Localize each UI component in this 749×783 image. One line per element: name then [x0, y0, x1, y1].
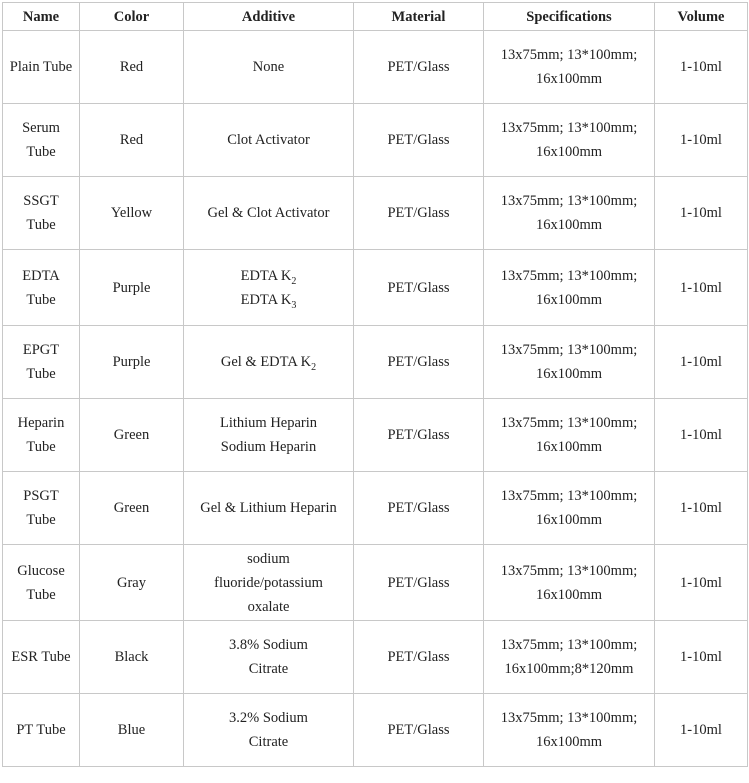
- cell-text: 13x75mm; 13*100mm;: [500, 342, 638, 358]
- cell-line: [187, 435, 350, 459]
- cell-line: [487, 730, 651, 754]
- subscript: 2: [291, 275, 297, 287]
- cell-line: [83, 423, 180, 447]
- cell-color: [80, 694, 184, 767]
- cell-line: [487, 189, 651, 213]
- cell-volume: [655, 621, 748, 694]
- header-row: [3, 3, 748, 31]
- cell-text: Tube: [26, 144, 56, 160]
- cell-line: [187, 55, 350, 79]
- cell-color: [80, 326, 184, 399]
- cell-name: [3, 177, 80, 250]
- cell-name: [3, 621, 80, 694]
- cell-line: [487, 140, 651, 164]
- cell-text: Tube: [26, 366, 56, 382]
- cell-text: 1-10ml: [680, 427, 722, 443]
- cell-line: [6, 55, 76, 79]
- cell-line: [6, 140, 76, 164]
- cell-line: [357, 276, 480, 300]
- cell-text: EPGT: [22, 342, 60, 358]
- cell-text: 16x100mm: [535, 291, 603, 308]
- cell-text: 13x75mm; 13*100mm;: [500, 637, 638, 653]
- cell-line: [83, 276, 180, 300]
- cell-name: [3, 399, 80, 472]
- cell-text: Gel & EDTA K: [220, 354, 312, 370]
- cell-text: EDTA K: [240, 267, 292, 284]
- cell-line: [187, 706, 350, 730]
- table-body: [3, 31, 748, 767]
- cell-material: [354, 326, 484, 399]
- cell-name: [3, 694, 80, 767]
- cell-text: Yellow: [110, 205, 153, 221]
- cell-line: [487, 484, 651, 508]
- cell-color: [80, 250, 184, 326]
- cell-volume: [655, 472, 748, 545]
- cell-line: [187, 571, 350, 595]
- cell-additive: [184, 250, 354, 326]
- cell-text: 16x100mm: [535, 144, 603, 160]
- cell-text: PET/Glass: [387, 500, 450, 516]
- cell-line: [187, 128, 350, 152]
- cell-line: [487, 362, 651, 386]
- cell-text: Clot Activator: [227, 132, 310, 148]
- cell-additive: [184, 472, 354, 545]
- cell-text: PET/Glass: [387, 354, 450, 370]
- cell-line: [487, 559, 651, 583]
- cell-line: [357, 128, 480, 152]
- cell-line: [187, 496, 350, 520]
- cell-text: ESR Tube: [11, 649, 71, 665]
- cell-color: [80, 31, 184, 104]
- subscript: 3: [291, 299, 297, 311]
- cell-line: [6, 435, 76, 459]
- cell-name: [3, 545, 80, 621]
- cell-text: 13x75mm; 13*100mm;: [500, 120, 638, 136]
- cell-line: [187, 657, 350, 681]
- cell-line: [487, 583, 651, 607]
- cell-text: 16x100mm: [535, 586, 603, 603]
- cell-line: [357, 201, 480, 225]
- cell-line: [487, 116, 651, 140]
- cell-specifications: [484, 250, 655, 326]
- cell-line: [6, 338, 76, 362]
- cell-text: fluoride/potassium: [214, 574, 323, 591]
- cell-line: [487, 264, 651, 288]
- cell-line: [6, 718, 76, 742]
- cell-volume: [655, 31, 748, 104]
- cell-text: 1-10ml: [680, 279, 722, 296]
- cell-material: [354, 621, 484, 694]
- cell-material: [354, 250, 484, 326]
- cell-additive: [184, 694, 354, 767]
- cell-text: Tube: [26, 512, 56, 528]
- cell-line: [357, 571, 480, 595]
- table-row: [3, 177, 748, 250]
- table-row: [3, 545, 748, 621]
- cell-line: [83, 55, 180, 79]
- cell-text: 16x100mm: [535, 217, 603, 233]
- cell-text: Glucose: [17, 562, 65, 579]
- table-row: [3, 472, 748, 545]
- cell-text: Tube: [26, 291, 56, 308]
- table-row: [3, 250, 748, 326]
- cell-text: Red: [119, 132, 144, 148]
- cell-name: [3, 326, 80, 399]
- cell-line: [357, 423, 480, 447]
- cell-line: [6, 213, 76, 237]
- cell-text: PET/Glass: [387, 574, 450, 591]
- cell-text: Red: [119, 59, 144, 75]
- cell-text: 16x100mm;8*120mm: [504, 661, 634, 677]
- cell-material: [354, 545, 484, 621]
- cell-text: 16x100mm: [535, 71, 603, 87]
- cell-line: [487, 508, 651, 532]
- cell-line: [187, 633, 350, 657]
- cell-volume: [655, 545, 748, 621]
- cell-specifications: [484, 399, 655, 472]
- cell-text: 13x75mm; 13*100mm;: [500, 193, 638, 209]
- header-material: Material: [354, 3, 484, 31]
- cell-line: [6, 116, 76, 140]
- cell-color: [80, 621, 184, 694]
- cell-text: Gel & Lithium Heparin: [200, 500, 337, 516]
- cell-text: 13x75mm; 13*100mm;: [500, 415, 638, 431]
- cell-line: [6, 288, 76, 312]
- cell-line: [357, 645, 480, 669]
- cell-volume: [655, 399, 748, 472]
- cell-specifications: [484, 104, 655, 177]
- cell-text: EDTA K: [240, 291, 292, 308]
- cell-text: 1-10ml: [680, 132, 722, 148]
- cell-name: [3, 104, 80, 177]
- cell-line: [658, 496, 744, 520]
- cell-line: [658, 55, 744, 79]
- cell-text: SSGT: [23, 193, 59, 209]
- cell-line: [487, 213, 651, 237]
- cell-text: Citrate: [248, 661, 289, 677]
- cell-text: PET/Glass: [387, 279, 450, 296]
- cell-additive: [184, 104, 354, 177]
- cell-additive: [184, 31, 354, 104]
- cell-text: 16x100mm: [535, 439, 603, 455]
- cell-color: [80, 472, 184, 545]
- cell-material: [354, 104, 484, 177]
- cell-color: [80, 545, 184, 621]
- cell-line: [487, 706, 651, 730]
- cell-text: 1-10ml: [680, 574, 722, 591]
- cell-line: [658, 276, 744, 300]
- cell-line: [357, 496, 480, 520]
- cell-volume: [655, 326, 748, 399]
- cell-text: 1-10ml: [680, 59, 722, 75]
- cell-line: [658, 645, 744, 669]
- header-color: Color: [80, 3, 184, 31]
- cell-specifications: [484, 472, 655, 545]
- cell-specifications: [484, 177, 655, 250]
- cell-line: [6, 583, 76, 607]
- cell-specifications: [484, 31, 655, 104]
- header-name: Name: [3, 3, 80, 31]
- cell-text: Heparin: [17, 415, 65, 431]
- cell-line: [187, 264, 350, 288]
- cell-line: [6, 559, 76, 583]
- cell-material: [354, 694, 484, 767]
- cell-text: 16x100mm: [535, 734, 603, 750]
- cell-text: Green: [113, 500, 150, 516]
- cell-text: PET/Glass: [387, 722, 450, 738]
- cell-line: [487, 67, 651, 91]
- cell-line: [487, 288, 651, 312]
- cell-text: 16x100mm: [535, 366, 603, 382]
- cell-material: [354, 399, 484, 472]
- cell-line: [658, 718, 744, 742]
- table-row: [3, 31, 748, 104]
- cell-name: [3, 250, 80, 326]
- cell-text: Lithium Heparin: [219, 415, 318, 431]
- cell-text: PET/Glass: [387, 59, 450, 75]
- cell-name: [3, 31, 80, 104]
- cell-text: sodium: [247, 550, 290, 567]
- cell-text: oxalate: [247, 598, 290, 615]
- cell-line: [487, 435, 651, 459]
- cell-additive: [184, 545, 354, 621]
- cell-text: 1-10ml: [680, 500, 722, 516]
- table-row: [3, 621, 748, 694]
- header-additive: Additive: [184, 3, 354, 31]
- cell-specifications: [484, 326, 655, 399]
- cell-text: Serum: [22, 120, 60, 136]
- cell-text: None: [252, 59, 285, 75]
- table-row: [3, 104, 748, 177]
- cell-text: Plain Tube: [9, 59, 73, 75]
- cell-line: [658, 201, 744, 225]
- cell-line: [187, 547, 350, 571]
- cell-text: PET/Glass: [387, 649, 450, 665]
- cell-text: PT Tube: [16, 722, 66, 738]
- cell-line: [6, 508, 76, 532]
- cell-line: [187, 595, 350, 619]
- cell-color: [80, 399, 184, 472]
- cell-material: [354, 31, 484, 104]
- cell-line: [658, 350, 744, 374]
- cell-line: [6, 484, 76, 508]
- subscript: 2: [311, 362, 317, 373]
- cell-line: [487, 411, 651, 435]
- cell-text: 1-10ml: [680, 722, 722, 738]
- cell-line: [658, 571, 744, 595]
- tube-spec-table: [2, 2, 748, 767]
- cell-specifications: [484, 694, 655, 767]
- cell-additive: [184, 399, 354, 472]
- cell-text: 13x75mm; 13*100mm;: [500, 488, 638, 504]
- table-row: [3, 694, 748, 767]
- cell-line: [83, 128, 180, 152]
- cell-line: [357, 350, 480, 374]
- cell-name: [3, 472, 80, 545]
- cell-text: Black: [114, 649, 149, 665]
- cell-additive: [184, 177, 354, 250]
- cell-line: [487, 338, 651, 362]
- cell-line: [6, 264, 76, 288]
- cell-text: 3.8% Sodium: [229, 637, 308, 653]
- cell-specifications: [484, 545, 655, 621]
- cell-text: 1-10ml: [680, 354, 722, 370]
- cell-line: [6, 189, 76, 213]
- cell-line: [187, 730, 350, 754]
- cell-text: PSGT: [23, 488, 59, 504]
- table-row: [3, 326, 748, 399]
- cell-color: [80, 104, 184, 177]
- cell-text: 16x100mm: [535, 512, 603, 528]
- cell-text: Tube: [26, 217, 56, 233]
- cell-additive: [184, 326, 354, 399]
- cell-text: 3.2% Sodium: [229, 710, 308, 726]
- cell-text: Gel & Clot Activator: [207, 205, 330, 221]
- cell-line: [658, 423, 744, 447]
- cell-line: [187, 350, 350, 374]
- cell-line: [187, 288, 350, 312]
- cell-line: [6, 411, 76, 435]
- cell-volume: [655, 104, 748, 177]
- cell-text: Tube: [26, 586, 56, 603]
- cell-text: Citrate: [248, 734, 289, 750]
- cell-line: [6, 645, 76, 669]
- cell-text: PET/Glass: [387, 132, 450, 148]
- cell-line: [187, 411, 350, 435]
- cell-volume: [655, 177, 748, 250]
- cell-line: [83, 496, 180, 520]
- cell-text: PET/Glass: [387, 205, 450, 221]
- cell-line: [6, 362, 76, 386]
- cell-volume: [655, 694, 748, 767]
- cell-specifications: [484, 621, 655, 694]
- cell-text: Tube: [26, 439, 56, 455]
- cell-line: [357, 718, 480, 742]
- cell-line: [357, 55, 480, 79]
- cell-volume: [655, 250, 748, 326]
- cell-text: 13x75mm; 13*100mm;: [500, 710, 638, 726]
- cell-text: PET/Glass: [387, 427, 450, 443]
- cell-material: [354, 472, 484, 545]
- cell-text: EDTA: [22, 267, 60, 284]
- cell-text: Blue: [117, 722, 146, 738]
- cell-line: [83, 718, 180, 742]
- cell-line: [187, 201, 350, 225]
- table-row: [3, 399, 748, 472]
- cell-line: [83, 201, 180, 225]
- cell-line: [487, 43, 651, 67]
- cell-text: 1-10ml: [680, 649, 722, 665]
- cell-text: Sodium Heparin: [220, 439, 317, 455]
- cell-line: [658, 128, 744, 152]
- header-volume: Volume: [655, 3, 748, 31]
- cell-material: [354, 177, 484, 250]
- cell-text: 13x75mm; 13*100mm;: [500, 47, 638, 63]
- cell-text: 13x75mm; 13*100mm;: [500, 267, 638, 284]
- cell-text: Purple: [112, 354, 151, 370]
- cell-line: [83, 645, 180, 669]
- cell-line: [83, 350, 180, 374]
- cell-text: Gray: [117, 574, 146, 591]
- cell-line: [487, 633, 651, 657]
- cell-line: [83, 571, 180, 595]
- cell-text: Green: [113, 427, 150, 443]
- cell-line: [487, 657, 651, 681]
- cell-text: 13x75mm; 13*100mm;: [500, 562, 638, 579]
- header-specifications: Specifications: [484, 3, 655, 31]
- cell-text: Purple: [112, 279, 151, 296]
- cell-text: 1-10ml: [680, 205, 722, 221]
- cell-color: [80, 177, 184, 250]
- cell-additive: [184, 621, 354, 694]
